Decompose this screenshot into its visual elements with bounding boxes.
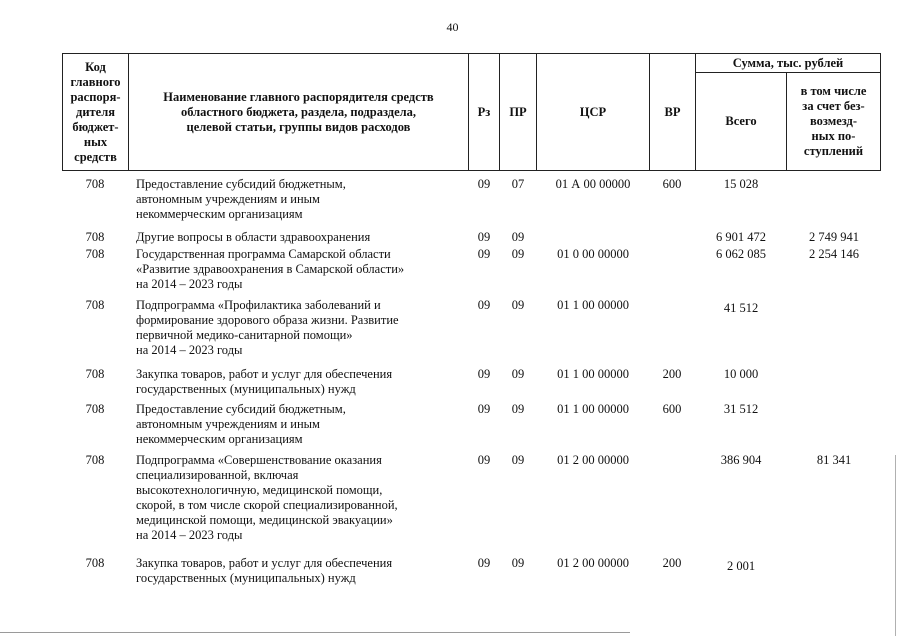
- cell-rz: 09: [477, 402, 491, 416]
- cell-rz: 09: [477, 298, 491, 312]
- header-name-line: Наименование главного распорядителя средств: [163, 89, 434, 104]
- header-total: Всего: [695, 72, 787, 171]
- header-sum: Сумма, тыс. рублей: [695, 53, 881, 73]
- cell-total: 2 001: [726, 559, 756, 573]
- cell-total: 10 000: [723, 367, 759, 381]
- cell-total: 6 901 472: [716, 230, 766, 244]
- cell-pr: 07: [511, 177, 525, 191]
- cell-name-line: на 2014 – 2023 годы: [136, 528, 243, 542]
- cell-name-line: на 2014 – 2023 годы: [136, 343, 243, 357]
- cell-vr: 600: [662, 402, 682, 416]
- cell-name: [136, 453, 468, 543]
- cell-free: 81 341: [816, 453, 852, 467]
- cell-csr: 01 1 00 00000: [557, 402, 629, 416]
- header-rz: Рз: [468, 53, 500, 171]
- cell-free: 2 254 146: [809, 247, 859, 261]
- cell-csr: 01 2 00 00000: [557, 453, 629, 467]
- cell-csr: 01 А 00 00000: [555, 177, 631, 191]
- cell-rz: 09: [477, 556, 491, 570]
- header-free: [786, 72, 881, 171]
- cell-name-line: Государственная программа Самарской области: [136, 247, 391, 261]
- header-code: [62, 53, 129, 171]
- scan-edge-line: [0, 632, 630, 633]
- cell-free: 2 749 941: [809, 230, 859, 244]
- cell-rz: 09: [477, 247, 491, 261]
- cell-name-line: медицинской помощи, медицинской эвакуации»: [136, 513, 393, 527]
- cell-name-line: «Развитие здравоохранения в Самарской области»: [136, 262, 405, 276]
- header-free-line: за счет без-: [802, 99, 865, 113]
- cell-name: [136, 247, 468, 292]
- cell-code: 708: [85, 247, 105, 261]
- cell-name-line: Подпрограмма «Профилактика заболеваний и: [136, 298, 381, 312]
- cell-csr: 01 1 00 00000: [557, 298, 629, 312]
- cell-name-line: специализированной, включая: [136, 468, 299, 482]
- cell-pr: 09: [511, 453, 525, 467]
- cell-total: 15 028: [723, 177, 759, 191]
- cell-name-line: Предоставление субсидий бюджетным,: [136, 402, 346, 416]
- cell-name-line: на 2014 – 2023 годы: [136, 277, 243, 291]
- cell-name-line: Другие вопросы в области здравоохранения: [136, 230, 371, 244]
- header-code-line: средств: [74, 149, 117, 164]
- header-pr: ПР: [499, 53, 537, 171]
- cell-csr: 01 0 00 00000: [557, 247, 629, 261]
- header-free-line: ных по-: [811, 129, 856, 143]
- header-free-line: в том числе: [800, 84, 867, 98]
- cell-code: 708: [85, 367, 105, 381]
- header-csr: ЦСР: [536, 53, 650, 171]
- table-header: [62, 53, 881, 171]
- cell-name-line: Закупка товаров, работ и услуг для обеспечения: [136, 556, 393, 570]
- cell-pr: 09: [511, 367, 525, 381]
- cell-code: 708: [85, 298, 105, 312]
- cell-name: [136, 230, 468, 245]
- header-code-line: Код: [85, 59, 106, 74]
- cell-csr: 01 2 00 00000: [557, 556, 629, 570]
- cell-name-line: скорой, в том числе скорой специализированной,: [136, 498, 398, 512]
- cell-name-line: некоммерческим организациям: [136, 207, 303, 221]
- cell-code: 708: [85, 230, 105, 244]
- cell-rz: 09: [477, 367, 491, 381]
- cell-vr: 200: [662, 556, 682, 570]
- header-code-line: главного: [70, 74, 121, 89]
- header-name-line: областного бюджета, раздела, подраздела,: [180, 104, 417, 119]
- cell-name-line: государственных (муниципальных) нужд: [136, 382, 356, 396]
- cell-vr: 200: [662, 367, 682, 381]
- header-code-line: бюджет-: [72, 119, 119, 134]
- cell-total: 41 512: [723, 301, 759, 315]
- cell-name-line: автономным учреждениям и иным: [136, 192, 320, 206]
- cell-name-line: государственных (муниципальных) нужд: [136, 571, 356, 585]
- cell-rz: 09: [477, 453, 491, 467]
- cell-name: [136, 367, 468, 397]
- cell-rz: 09: [477, 230, 491, 244]
- cell-name-line: Предоставление субсидий бюджетным,: [136, 177, 346, 191]
- cell-name-line: формирование здорового образа жизни. Развитие: [136, 313, 399, 327]
- cell-code: 708: [85, 453, 105, 467]
- header-free-line: ступлений: [803, 144, 864, 158]
- cell-pr: 09: [511, 298, 525, 312]
- scan-edge-line: [895, 455, 896, 636]
- header-code-line: ных: [83, 134, 108, 149]
- cell-pr: 09: [511, 247, 525, 261]
- cell-pr: 09: [511, 556, 525, 570]
- header-name: [128, 53, 469, 171]
- page-number: 40: [446, 20, 459, 34]
- cell-csr: 01 1 00 00000: [557, 367, 629, 381]
- cell-code: 708: [85, 402, 105, 416]
- cell-name-line: автономным учреждениям и иным: [136, 417, 320, 431]
- cell-name: [136, 402, 468, 447]
- cell-total: 31 512: [723, 402, 759, 416]
- cell-pr: 09: [511, 402, 525, 416]
- cell-name: [136, 298, 468, 358]
- cell-total: 6 062 085: [716, 247, 766, 261]
- cell-name: [136, 177, 468, 222]
- header-code-line: распоря-: [70, 89, 121, 104]
- cell-code: 708: [85, 177, 105, 191]
- cell-name-line: Закупка товаров, работ и услуг для обеспечения: [136, 367, 393, 381]
- cell-total: 386 904: [720, 453, 762, 467]
- cell-name-line: первичной медико-санитарной помощи»: [136, 328, 353, 342]
- cell-pr: 09: [511, 230, 525, 244]
- cell-name: [136, 556, 468, 586]
- cell-name-line: Подпрограмма «Совершенствование оказания: [136, 453, 382, 467]
- header-vr: ВР: [649, 53, 696, 171]
- cell-rz: 09: [477, 177, 491, 191]
- header-name-line: целевой статьи, группы видов расходов: [186, 119, 411, 134]
- cell-code: 708: [85, 556, 105, 570]
- cell-name-line: высокотехнологичную, медицинской помощи,: [136, 483, 383, 497]
- cell-name-line: некоммерческим организациям: [136, 432, 303, 446]
- header-code-line: дителя: [76, 104, 115, 119]
- header-free-line: возмезд-: [809, 114, 858, 128]
- cell-vr: 600: [662, 177, 682, 191]
